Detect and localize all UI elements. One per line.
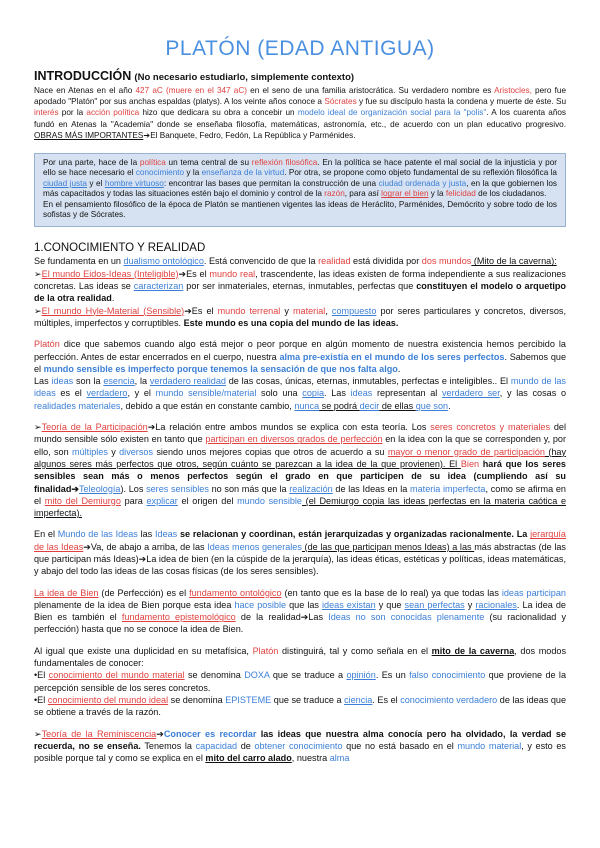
perfection-paragraph: [34, 338, 566, 412]
highlight-text: obtener conocimiento: [254, 740, 343, 751]
highlight-text: Platón: [34, 339, 60, 350]
highlight-text: Ideas: [154, 529, 178, 540]
text: . En la política se hace patente el mal social de la injusticia y por ello se hace necesario el: [43, 158, 557, 178]
highlight-text: mundo terrenal: [217, 305, 281, 316]
dualism-paragraph: [34, 255, 566, 329]
text: que las: [286, 599, 323, 610]
highlight-text: mundo de las ideas: [34, 376, 566, 399]
text: (de las que participan más Ideas)➔La idea de bien (en la cúspide de la jerarquía), las ideas éticas, estéticas y políticas, ideas matemáticas, y abajo del todo las ideas de las cosas físicas (de los seres sensibles).: [34, 541, 566, 577]
highlight-text: Platón: [252, 645, 279, 656]
underlined-text: (el Demiurgo copia las ideas perfectas en la materia caótica e imperfecta).: [34, 495, 567, 519]
text: •El: [34, 694, 48, 705]
highlight-text: razón: [324, 189, 345, 199]
hierarchy-paragraph: [34, 528, 566, 577]
underlined-text: nunca: [294, 400, 320, 411]
text: .: [111, 293, 115, 304]
highlight-text: realidades materiales: [34, 400, 121, 411]
underlined-text: esencia: [103, 376, 135, 387]
spacer: [34, 329, 566, 338]
underlined-text: lograr el bien: [381, 189, 429, 199]
spacer: [34, 578, 566, 587]
text: y el: [86, 178, 105, 188]
text: las: [137, 529, 155, 540]
document-title: PLATÓN (EDAD ANTIGUA): [165, 37, 435, 60]
highlight-text: conocimiento: [135, 168, 185, 178]
bold-text: se relacionan y coordinan, están jerarquizadas y organizadas racionalmente. La: [177, 529, 531, 540]
highlight-text: múltiples: [72, 446, 108, 457]
underlined-text: sean perfectas: [404, 599, 465, 610]
underlined-text: ciencia: [344, 694, 373, 705]
text: de las Ideas en la: [332, 483, 411, 494]
text: , en la que gobiernen los más capacitados y todas las situaciones estén bajo el dominio y control de la: [43, 178, 557, 199]
underlined-text: realización: [289, 483, 333, 494]
highlight-text: ideas participan: [501, 587, 566, 598]
underlined-text: ciudad justa: [43, 178, 87, 188]
text: de los ciudadanos.: [475, 189, 547, 199]
text: plenamente de la idea de Bien porque esta idea: [34, 599, 235, 610]
spacer: [34, 412, 566, 421]
participation-paragraph: [34, 421, 566, 519]
highlight-text: Ideas no son conocidas plenamente: [328, 612, 485, 623]
text: y: [464, 599, 476, 610]
bold-text: mito del carro alado: [205, 753, 292, 764]
text: hizo que dedicara su obra a concebir un: [139, 108, 298, 118]
underlined-text: verdadero realidad: [149, 376, 226, 387]
text: , para así: [344, 189, 382, 199]
intro-heading: INTRODUCCIÓN: [34, 69, 132, 83]
underlined-text: verdadero: [86, 388, 128, 399]
text: ➔Es el: [178, 268, 210, 279]
highlight-text: seres concretos y materiales: [430, 422, 550, 433]
text: (su racionalidad y perfección) hasta que no se conoce la idea de Bien.: [34, 612, 567, 635]
text: siendo unos mejores copias que otros de acuerdo a su: [153, 446, 388, 457]
idea-of-good-paragraph: [34, 587, 566, 636]
highlight-text: mundo material: [457, 740, 522, 751]
underlined-text: El mundo Eidos-Ideas (Inteligible): [41, 268, 179, 279]
underlined-text: La idea de Bien: [34, 587, 99, 598]
text: Nace en Atenas en el año: [34, 86, 136, 95]
underlined-text: fundamento epistemológico: [121, 612, 236, 623]
bold-text: las ideas que nuestra alma conocía pero ha olvidado, la verdad se recuerda, no se enseña.: [34, 728, 567, 751]
text: ➔Es el: [184, 305, 218, 316]
intro-subheading: (No necesario estudiarlo, simplemente contexto): [134, 72, 355, 83]
bullet-arrow: ➢: [34, 268, 42, 279]
underlined-text: fundamento ontológico: [189, 587, 282, 598]
text: . Sabemos que el: [34, 351, 567, 374]
text: . Por otra, se propone como objeto fundamental de su reflexión filosófica la: [284, 168, 557, 178]
underlined-text: (hay algunos seres más perfectos que otros, según cuánto se parezcan a la idea de la que provienen). El: [34, 446, 567, 469]
text: que se traduce a: [269, 670, 347, 681]
highlight-text: 427 aC (muere en el 347 aC): [135, 86, 247, 95]
underlined-text: caracterizan: [133, 281, 184, 292]
text: Se fundamenta en un: [34, 256, 124, 267]
text: en la idea con la que se corresponden y, por ello, son: [34, 434, 566, 457]
underlined-text: (Mito de la caverna):: [471, 256, 557, 267]
underlined-text: OBRAS MÁS IMPORTANTES: [34, 130, 144, 140]
text: que no está basado en el: [342, 740, 458, 751]
text: pero fue apodado "Platón" por sus anchas espaldas (platys). A los veinte años conoce a: [34, 86, 567, 107]
highlight-text: dos mundos: [421, 256, 472, 267]
text: (en tanto que es la base de lo real) ya que todas las: [281, 587, 502, 598]
underlined-text: decir: [359, 400, 380, 411]
bullet-arrow: ➢: [34, 422, 42, 433]
text: solo una: [256, 388, 303, 399]
underlined-text: conocimiento del mundo ideal: [47, 694, 169, 705]
text: por la: [58, 108, 87, 118]
reminiscence-paragraph: [34, 728, 566, 765]
text: .: [448, 400, 451, 411]
bold-text: mundo sensible es imperfecto porque tenemos la sensación de que nos falta algo: [43, 363, 398, 374]
highlight-text: acción política: [86, 108, 140, 118]
underlined-text: compuesto: [331, 305, 377, 316]
highlight-text: Aristocles,: [494, 86, 532, 95]
underlined-text: se podrá: [319, 400, 360, 411]
context-box-paragraph: [43, 158, 557, 200]
underlined-text: explicar: [146, 495, 178, 506]
underlined-text: ideas existan: [322, 599, 376, 610]
context-box-paragraph-2: En el pensamiento filosófico de la época de Platón se mantienen vigentes las ideas de Heráclito, Parménides, Demócrito y sobre todo de los sofistas y de Sócrates.: [43, 199, 557, 220]
text: , y el: [127, 388, 156, 399]
underlined-text: (de las que participan menos Ideas) a las: [301, 541, 475, 552]
text: .: [397, 363, 401, 374]
text: se denomina: [168, 694, 226, 705]
bullet-arrow: ➢: [34, 728, 42, 739]
text: de las ideas que se obtiene a través de la razón.: [34, 694, 567, 718]
bold-text: mito de la caverna: [431, 645, 515, 656]
text: son la: [73, 376, 104, 387]
text: y: [107, 446, 120, 457]
highlight-text: alma: [329, 753, 350, 764]
text: en el seno de una familia aristocrática. Su verdadero nombre es: [247, 86, 495, 95]
text: •El: [34, 670, 49, 681]
text: por ser inmateriales, eternas, inmutables, perfectas que: [183, 281, 417, 292]
text: el origen del: [177, 495, 238, 506]
context-box: [34, 153, 566, 227]
text: representan al: [372, 388, 442, 399]
text: , la: [134, 376, 150, 387]
text: para: [120, 495, 147, 506]
bullet-arrow: ➢: [34, 305, 42, 316]
underlined-text: mito del Demiurgo: [44, 495, 121, 506]
text: Las: [34, 376, 52, 387]
text: es el: [55, 388, 87, 399]
underlined-text: Teoría de la Participación: [41, 422, 148, 433]
underlined-text: conocimiento del mundo material: [48, 670, 185, 681]
spacer: [34, 719, 566, 728]
text: más abstractas: [474, 541, 536, 552]
highlight-text: Mundo de las Ideas: [57, 529, 138, 540]
underlined-text: dualismo ontológico: [123, 256, 204, 267]
text: ➔La relación entre ambos mundos se explica con esta teoría. Los: [147, 422, 431, 433]
bold-text: constituyen el modelo o arquetipo de la otra realidad: [34, 281, 566, 304]
text: de: [237, 740, 255, 751]
highlight-text: ciudad ordenada y justa: [378, 178, 467, 188]
text: , y esto es posible porque tal y como se explica en el: [34, 740, 566, 764]
text: (de Perfección) es el: [98, 587, 190, 598]
underlined-text: verdadero ser: [442, 388, 500, 399]
text: ). Los: [120, 483, 147, 494]
highlight-text: mundo sensible: [237, 495, 302, 506]
highlight-text: hace posible: [234, 599, 287, 610]
highlight-text: conocimiento verdadero: [400, 694, 498, 705]
text: y la: [428, 189, 446, 199]
text: . Es un: [375, 670, 410, 681]
text: distinguirá, tal y como señala en el: [278, 645, 432, 656]
highlight-text: modelo ideal de organización social para la "polis": [297, 108, 487, 118]
text: , y las cosas o: [499, 388, 567, 399]
text: no son más que la: [208, 483, 290, 494]
underlined-text: opinión: [346, 670, 376, 681]
text: está dividida por: [350, 256, 422, 267]
text: Al igual que existe una duplicidad en su metafísica,: [34, 645, 253, 656]
intro-heading-line: [34, 69, 566, 85]
knowledge-modes-paragraph: [34, 645, 566, 719]
highlight-text: mundo real: [209, 268, 256, 279]
bold-text: Conocer es recordar: [163, 728, 257, 739]
text: , dos modos fundamentales de conocer:: [34, 645, 566, 669]
highlight-text: falso conocimiento: [409, 670, 486, 681]
text: . A los cuarenta años fundó en Atenas la "Academia" donde se enseñaba filosofía, matemáticas, astronomía, etc., de acuerdo con un plan educativo progresivo.: [34, 108, 567, 129]
text: , debido a que están en constante cambio,: [120, 400, 295, 411]
highlight-text: ideas: [350, 388, 373, 399]
spacer: [34, 519, 566, 528]
highlight-text: Ideas menos generales: [207, 541, 302, 552]
highlight-text: felicidad: [445, 189, 476, 199]
highlight-text: material: [292, 305, 326, 316]
bold-text: alma pre-existía en el mundo de los seres perfectos: [279, 351, 505, 362]
text: , nuestra: [291, 753, 330, 764]
text: ➔: [156, 728, 164, 739]
text: y fue su discípulo hasta la condena y muerte de éste. Su: [356, 97, 566, 107]
text: ➔El Banquete, Fedro, Fedón, La República y Parménides.: [143, 130, 356, 140]
highlight-text: Bien: [460, 458, 480, 469]
text: por seres particulares y concretos, diversos, múltiples, imperfectos y corruptibles.: [34, 305, 566, 328]
text: y que: [375, 599, 405, 610]
text: ,: [325, 305, 332, 316]
text: : encontrar las bases que permitan la construcción de una: [163, 178, 379, 188]
highlight-text: seres sensibles: [146, 483, 209, 494]
underlined-text: mayor o menor grado de participación: [387, 446, 545, 457]
highlight-text: DOXA: [244, 670, 270, 681]
underlined-text: copia: [302, 388, 325, 399]
text: Tenemos la: [140, 740, 196, 751]
text: , trascendente, las ideas existen de forma independiente a sus realizaciones concretas. Las ideas se: [34, 268, 566, 292]
highlight-text: mundo sensible/material: [155, 388, 257, 399]
highlight-text: capacidad: [195, 740, 238, 751]
text: . Es el: [372, 694, 401, 705]
text: Por una parte, hace de la: [43, 158, 140, 168]
underlined-text: hombre virtuoso: [104, 178, 164, 188]
highlight-text: reflexión filosófica: [251, 158, 318, 168]
underlined-text: que son: [415, 400, 449, 411]
underlined-text: Teoría de la Reminiscencia: [41, 728, 157, 739]
text: . La idea de Bien es también el: [34, 599, 566, 623]
text: del mundo sensible sólo existen en tanto que: [34, 422, 566, 445]
highlight-text: EPISTEME: [225, 694, 272, 705]
text: que proviene de la percepción sensible de los seres concretos.: [34, 670, 566, 693]
section-heading: 1.CONOCIMIENTO Y REALIDAD: [34, 242, 206, 255]
highlight-text: interés: [34, 108, 59, 118]
highlight-text: política: [139, 158, 166, 168]
text: . Las: [324, 388, 351, 399]
text: En el: [34, 529, 58, 540]
text: , como se afirma en el: [34, 483, 566, 506]
text: y la: [184, 168, 202, 178]
text: un tema central de su: [165, 158, 252, 168]
underlined-text: jerarquía de las Ideas: [34, 529, 566, 552]
highlight-text: ideas: [51, 376, 74, 387]
underlined-text: racionales: [475, 599, 517, 610]
intro-paragraph: [34, 85, 566, 141]
highlight-text: materia imperfecta: [410, 483, 486, 494]
highlight-text: enseñanza de la virtud: [201, 168, 285, 178]
bold-text: hará que los seres sensibles sean más o menos perfectos según el grado en que participen de su idea (cumpliendo así su finalidad➔: [34, 458, 566, 494]
text: de la realidad➔Las: [235, 612, 329, 623]
bold-text: Este mundo es una copia del mundo de las ideas.: [183, 317, 399, 328]
text: . Está convencido de que la: [203, 256, 319, 267]
text: dice que sabemos cuando algo está mejor o peor porque en algún momento de nuestra existencia hemos percibido la perfección. Antes de estar encerrados en el cuerpo, nuestra: [34, 339, 566, 362]
text: se denomina: [184, 670, 245, 681]
underlined-text: Teleología: [79, 483, 121, 494]
text: ➔Va, de abajo a arriba, de las: [83, 541, 208, 552]
text: de las cosas, únicas, eternas, inmutables, perfectas e inteligibles.. El: [225, 376, 511, 387]
text: que se traduce a: [271, 694, 345, 705]
text: y: [280, 305, 293, 316]
highlight-text: Sócrates: [324, 97, 357, 107]
underlined-text: El mundo Hyle-Material (Sensible): [41, 305, 185, 316]
underlined-text: participan en diversos grados de perfección: [205, 434, 383, 445]
spacer: [34, 636, 566, 645]
highlight-text: diversos: [119, 446, 153, 457]
highlight-text: realidad: [318, 256, 351, 267]
underlined-text: de ellas: [379, 400, 416, 411]
